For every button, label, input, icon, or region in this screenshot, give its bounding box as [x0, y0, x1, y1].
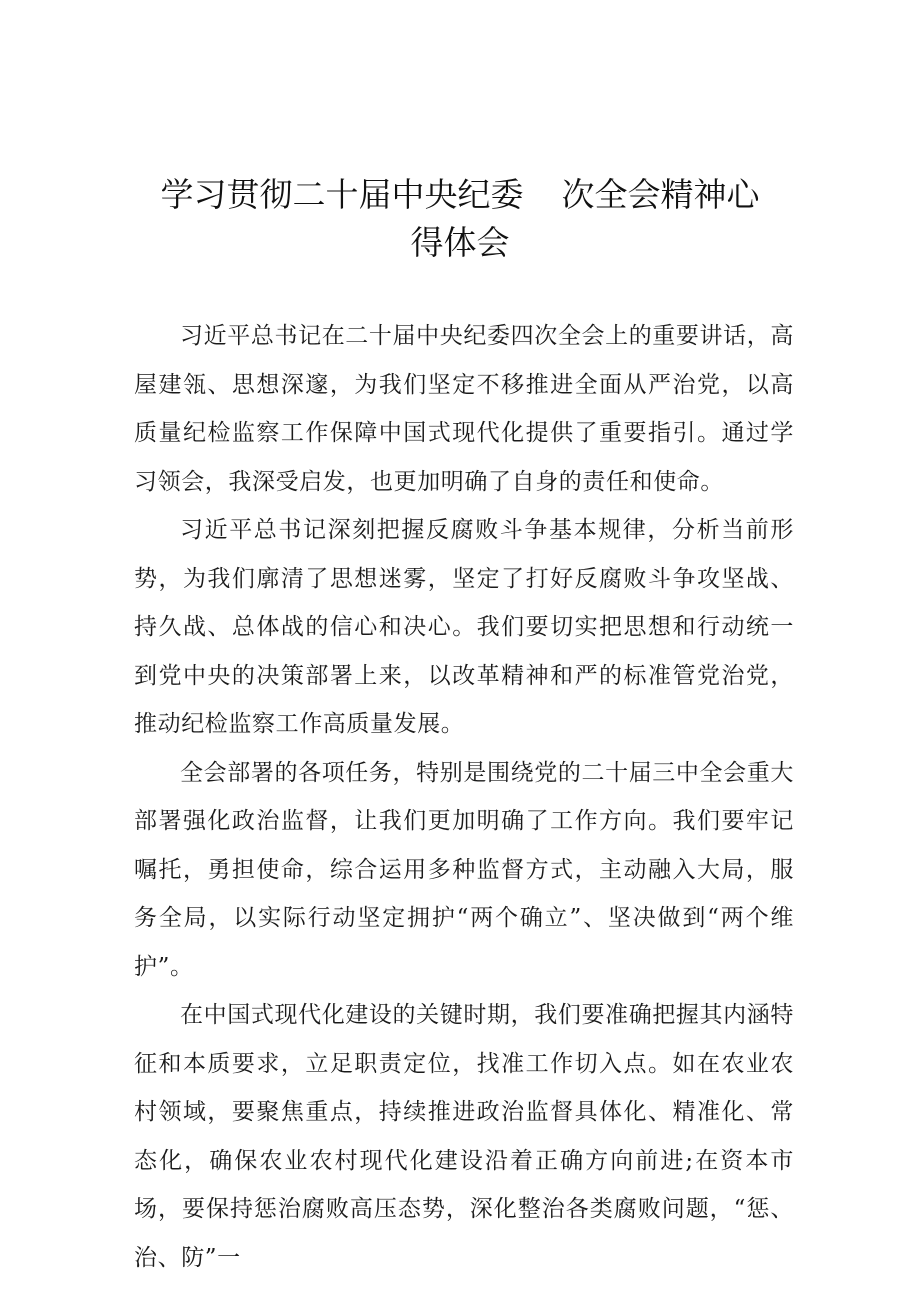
paragraph-4: 在中国式现代化建设的关键时期，我们要准确把握其内涵特征和本质要求，立足职责定位，找准工作切入点。如在农业农村领域，要聚焦重点，持续推进政治监督具体化、精准化、常态化，确保农业农村现代化建设沿着正确方向前进;在资本市场，要保持惩治腐败高压态势，深化整治各类腐败问题，“惩、治、防”一 — [134, 1002, 794, 1271]
paragraph-1: 习近平总书记在二十届中央纪委四次全会上的重要讲话，高屋建瓴、思想深邃，为我们坚定不移推进全面从严治党，以高质量纪检监察工作保障中国式现代化提供了重要指引。通过学习领会，我深受启发，也更加明确了自身的责任和使命。 — [134, 323, 794, 495]
document-title-line-2: 得体会 — [410, 223, 510, 262]
document-body — [134, 312, 794, 1282]
paragraph-3: 全会部署的各项任务，特别是围绕党的二十届三中全会重大部署强化政治监督，让我们更加明确了工作方向。我们要牢记嘱托，勇担使命，综合运用多种监督方式，主动融入大局，服务全局，以实际行动坚定拥护“两个确立”、坚决做到“两个维护”。 — [134, 759, 794, 980]
document-title-line-1 — [110, 170, 810, 220]
title-part-2: 次全会精神心 — [561, 175, 760, 214]
paragraph-2: 习近平总书记深刻把握反腐败斗争基本规律，分析当前形势，为我们廓清了思想迷雾，坚定了打好反腐败斗争攻坚战、持久战、总体战的信心和决心。我们要切实把思想和行动统一到党中央的决策部署上来，以改革精神和严的标准管党治党，推动纪检监察工作高质量发展。 — [134, 517, 794, 737]
title-part-1: 学习贯彻二十届中央纪委 — [160, 175, 524, 214]
